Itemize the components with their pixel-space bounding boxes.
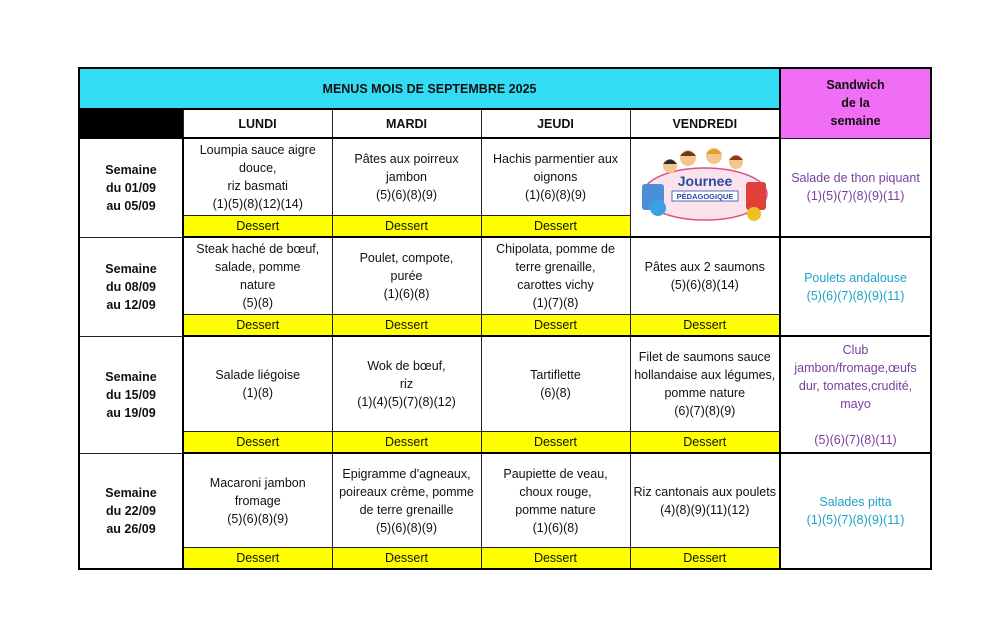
sandwich-week-4: Salades pitta (1)(5)(7)(8)(9)(11) bbox=[780, 453, 931, 569]
sandwich-header: Sandwich de la semaine bbox=[780, 68, 931, 138]
dish-cell: Poulet, compote, purée (1)(6)(8) bbox=[332, 237, 481, 315]
menu-table bbox=[78, 67, 932, 570]
svg-text:PÉDAGOGIQUE: PÉDAGOGIQUE bbox=[676, 192, 734, 201]
dish-cell: Salade liégoise (1)(8) bbox=[183, 336, 332, 432]
dish-cell: Epigramme d'agneaux, poireaux crème, pomme de terre grenaille (5)(6)(8)(9) bbox=[332, 453, 481, 548]
week-label: Semaine du 01/09 au 05/09 bbox=[79, 138, 183, 237]
dessert-label: Dessert bbox=[481, 432, 630, 454]
dish-cell: Loumpia sauce aigre douce, riz basmati (1)(5)(8)(12)(14) bbox=[183, 138, 332, 216]
dish-cell: Hachis parmentier aux oignons (1)(6)(8)(9) bbox=[481, 138, 630, 216]
dessert-label: Dessert bbox=[183, 216, 332, 238]
week-label: Semaine du 22/09 au 26/09 bbox=[79, 453, 183, 569]
sandwich-week-1: Salade de thon piquant (1)(5)(7)(8)(9)(11) bbox=[780, 138, 931, 237]
dessert-label: Dessert bbox=[183, 315, 332, 337]
dish-cell: Tartiflette (6)(8) bbox=[481, 336, 630, 432]
dish-cell: Paupiette de veau, choux rouge, pomme nature (1)(6)(8) bbox=[481, 453, 630, 548]
dessert-label: Dessert bbox=[630, 315, 780, 337]
dish-cell: Macaroni jambon fromage (5)(6)(8)(9) bbox=[183, 453, 332, 548]
dessert-label: Dessert bbox=[332, 216, 481, 238]
sandwich-week-2: Poulets andalouse (5)(6)(7)(8)(9)(11) bbox=[780, 237, 931, 336]
dessert-label: Dessert bbox=[630, 548, 780, 570]
day-header-jeudi: JEUDI bbox=[481, 109, 630, 138]
dessert-label: Dessert bbox=[183, 548, 332, 570]
day-header-lundi: LUNDI bbox=[183, 109, 332, 138]
dish-cell: Chipolata, pomme de terre grenaille, carottes vichy (1)(7)(8) bbox=[481, 237, 630, 315]
dessert-label: Dessert bbox=[332, 548, 481, 570]
dish-cell: Riz cantonais aux poulets (4)(8)(9)(11)(12) bbox=[630, 453, 780, 548]
day-header-mardi: MARDI bbox=[332, 109, 481, 138]
dessert-label: Dessert bbox=[630, 432, 780, 454]
page-title: MENUS MOIS DE SEPTEMBRE 2025 bbox=[79, 68, 780, 109]
week-label: Semaine du 08/09 au 12/09 bbox=[79, 237, 183, 336]
dish-cell: Pâtes aux poirreux jambon (5)(6)(8)(9) bbox=[332, 138, 481, 216]
sandwich-week-3: Club jambon/fromage,œufs dur, tomates,crudité, mayo (5)(6)(7)(8)(11) bbox=[780, 336, 931, 453]
dessert-label: Dessert bbox=[183, 432, 332, 454]
day-header-vendredi: VENDREDI bbox=[630, 109, 780, 138]
dish-cell: Steak haché de bœuf, salade, pomme nature (5)(8) bbox=[183, 237, 332, 315]
corner-cell bbox=[79, 109, 183, 138]
dish-cell: Filet de saumons sauce hollandaise aux légumes, pomme nature (6)(7)(8)(9) bbox=[630, 336, 780, 432]
week-label: Semaine du 15/09 au 19/09 bbox=[79, 336, 183, 453]
dessert-label: Dessert bbox=[481, 315, 630, 337]
dish-cell: Pâtes aux 2 saumons (5)(6)(8)(14) bbox=[630, 237, 780, 315]
dessert-label: Dessert bbox=[481, 216, 630, 238]
dessert-label: Dessert bbox=[481, 548, 630, 570]
dessert-label: Dessert bbox=[332, 432, 481, 454]
journee-pedagogique-logo bbox=[630, 138, 780, 237]
dish-cell: Wok de bœuf, riz (1)(4)(5)(7)(8)(12) bbox=[332, 336, 481, 432]
school-kids-icon bbox=[636, 144, 774, 226]
svg-text:Journee: Journee bbox=[677, 173, 732, 189]
dessert-label: Dessert bbox=[332, 315, 481, 337]
